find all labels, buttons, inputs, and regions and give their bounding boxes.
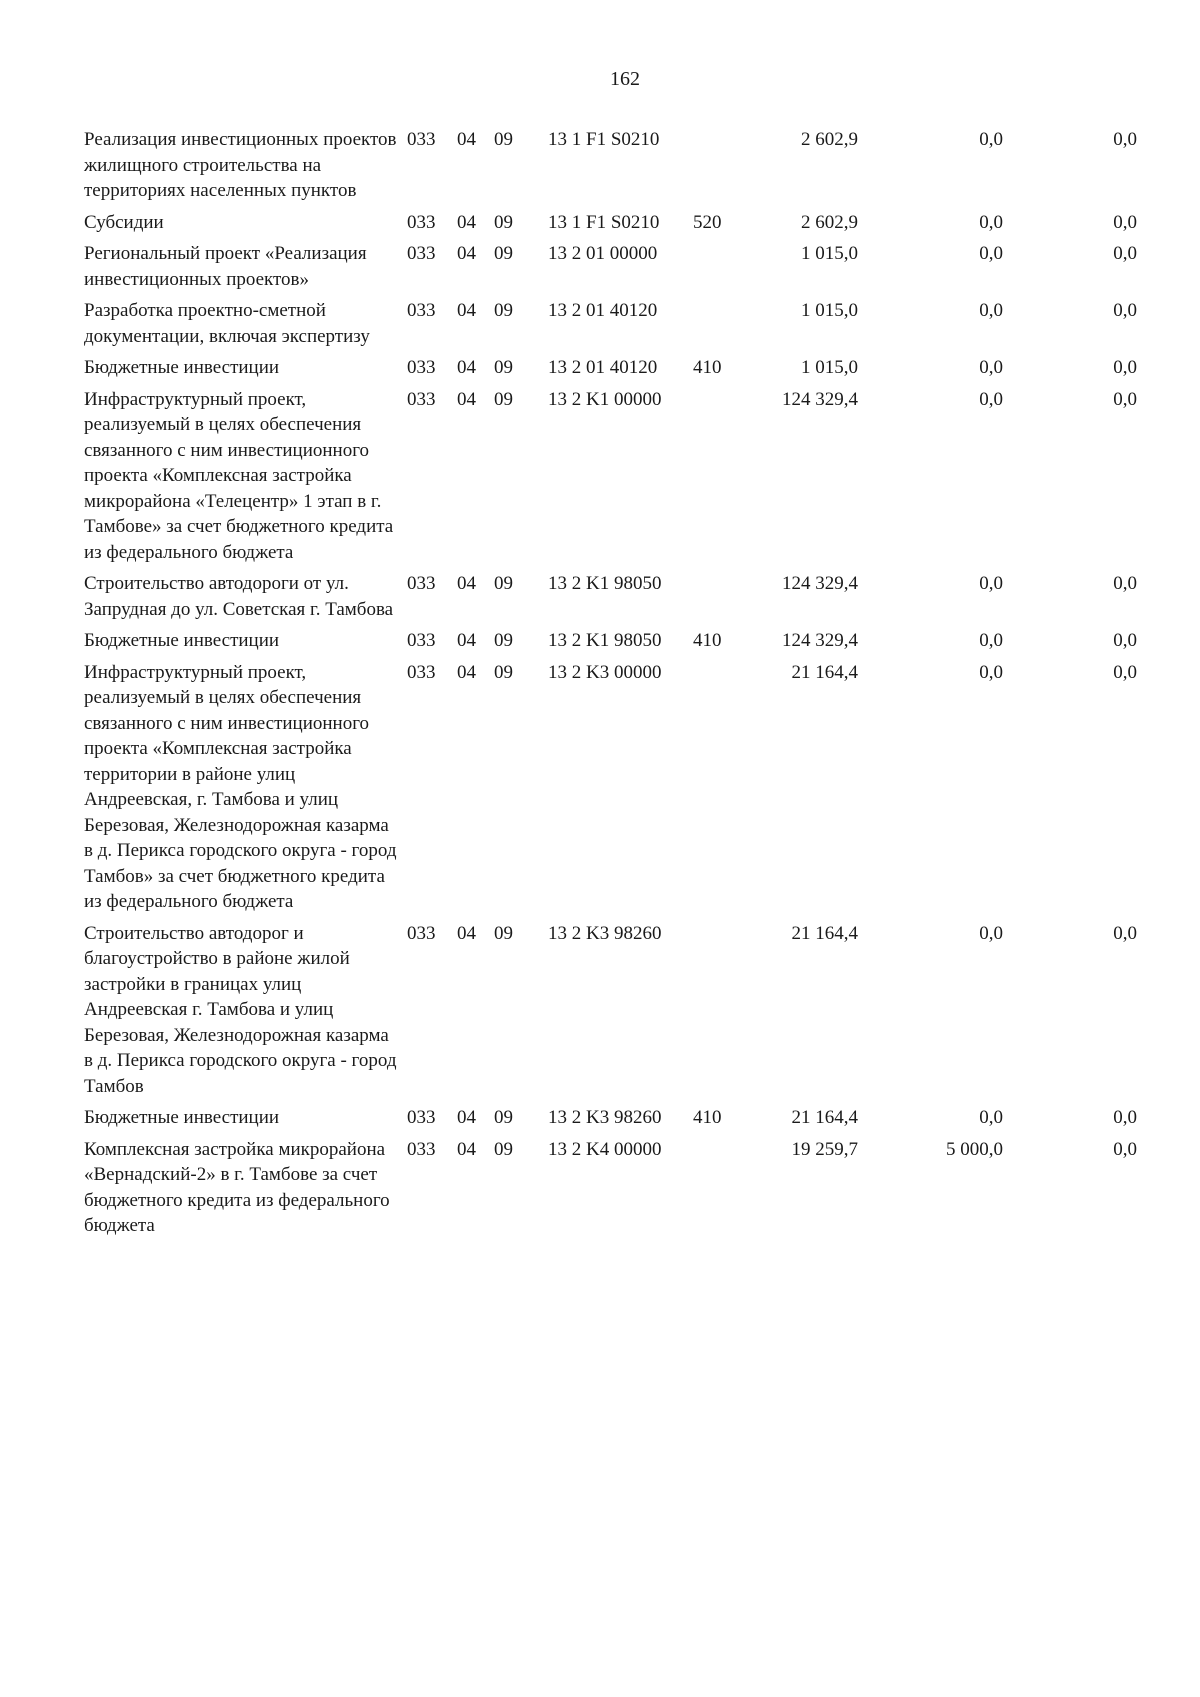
amount-year-2: 0,0 <box>979 243 1003 264</box>
amount-year-2: 0,0 <box>979 388 1003 410</box>
ministry-code: 033 <box>407 922 436 944</box>
table-row <box>84 921 1174 1100</box>
section-code: 04 <box>457 211 476 233</box>
target-article-code: 13 2 K3 98260 <box>548 922 662 944</box>
amount-year-2: 0,0 <box>979 922 1003 944</box>
expense-type-code <box>693 571 759 622</box>
table-row <box>84 1105 1174 1131</box>
section-code: 04 <box>457 661 476 683</box>
item-name: Строительство автодороги от ул. Запрудная до ул. Советская г. Тамбова <box>84 573 394 620</box>
ministry-code: 033 <box>407 1138 436 1160</box>
amount-year-3: 0,0 <box>1113 630 1137 651</box>
table-row <box>84 628 1174 654</box>
expense-type-code <box>693 387 759 566</box>
ministry-code: 033 <box>407 661 436 683</box>
subsection-code: 09 <box>494 211 513 233</box>
target-article-code: 13 2 K1 00000 <box>548 388 662 410</box>
amount-year-3: 0,0 <box>1113 211 1137 233</box>
amount-year-1: 2 602,9 <box>801 129 858 150</box>
expense-type-code: 410 <box>693 1107 722 1128</box>
budget-table <box>84 127 1174 1245</box>
item-name: Инфраструктурный проект, реализуемый в целях обеспечения связанного с ним инвестиционного проекта «Комплексная застройка микрорайона «Телецентр» 1 этап в г. Тамбове» за счет бюджетного кредита из федерального бюджета <box>84 388 394 563</box>
ministry-code: 033 <box>407 388 436 410</box>
item-name: Бюджетные инвестиции <box>84 357 280 378</box>
ministry-code: 033 <box>407 129 436 150</box>
ministry-code: 033 <box>407 573 436 594</box>
amount-year-1: 21 164,4 <box>791 1107 858 1128</box>
section-code: 04 <box>457 573 476 594</box>
section-code: 04 <box>457 129 476 150</box>
section-code: 04 <box>457 388 476 410</box>
amount-year-1: 1 015,0 <box>801 357 858 378</box>
target-article-code: 13 2 01 00000 <box>548 243 658 264</box>
subsection-code: 09 <box>494 243 513 264</box>
target-article-code: 13 2 01 40120 <box>548 300 658 321</box>
section-code: 04 <box>457 922 476 944</box>
amount-year-3: 0,0 <box>1113 129 1137 150</box>
table-row <box>84 1137 1174 1239</box>
item-name: Субсидии <box>84 211 164 233</box>
target-article-code: 13 2 K1 98050 <box>548 573 662 594</box>
ministry-code: 033 <box>407 243 436 264</box>
subsection-code: 09 <box>494 661 513 683</box>
subsection-code: 09 <box>494 922 513 944</box>
section-code: 04 <box>457 300 476 321</box>
table-row <box>84 355 1174 381</box>
amount-year-3: 0,0 <box>1113 922 1137 944</box>
table-row <box>84 210 1174 236</box>
section-code: 04 <box>457 1138 476 1160</box>
item-name: Строительство автодорог и благоустройство в районе жилой застройки в границах улиц Андреевская г. Тамбова и улиц Березовая, Железнодорожная казарма в д. Перикса городского округа - город Тамбов <box>84 922 397 1097</box>
ministry-code: 033 <box>407 630 436 651</box>
ministry-code: 033 <box>407 357 436 378</box>
amount-year-3: 0,0 <box>1113 357 1137 378</box>
amount-year-1: 21 164,4 <box>791 922 858 944</box>
expense-type-code: 520 <box>693 211 722 233</box>
expense-type-code <box>693 1137 759 1239</box>
amount-year-2: 0,0 <box>979 661 1003 683</box>
amount-year-2: 0,0 <box>979 129 1003 150</box>
subsection-code: 09 <box>494 300 513 321</box>
item-name: Региональный проект «Реализация инвестиционных проектов» <box>84 243 367 290</box>
item-name: Инфраструктурный проект, реализуемый в целях обеспечения связанного с ним инвестиционного проекта «Комплексная застройка территории в районе улиц Андреевская, г. Тамбова и улиц Березовая, Железнодорожная казарма в д. Перикса городского округа - город Тамбов» за счет бюджетного кредита из федерального бюджета <box>84 661 397 912</box>
table-row <box>84 387 1174 566</box>
amount-year-1: 124 329,4 <box>782 573 858 594</box>
expense-type-code <box>693 241 759 292</box>
item-name: Бюджетные инвестиции <box>84 630 280 651</box>
amount-year-3: 0,0 <box>1113 243 1137 264</box>
amount-year-3: 0,0 <box>1113 1138 1137 1160</box>
expense-type-code <box>693 921 759 1100</box>
target-article-code: 13 1 F1 S0210 <box>548 129 660 150</box>
expense-type-code: 410 <box>693 630 722 651</box>
amount-year-2: 0,0 <box>979 300 1003 321</box>
section-code: 04 <box>457 630 476 651</box>
subsection-code: 09 <box>494 573 513 594</box>
amount-year-1: 124 329,4 <box>782 630 858 651</box>
target-article-code: 13 2 01 40120 <box>548 357 658 378</box>
ministry-code: 033 <box>407 211 436 233</box>
amount-year-3: 0,0 <box>1113 661 1137 683</box>
expense-type-code <box>693 127 759 204</box>
section-code: 04 <box>457 243 476 264</box>
amount-year-2: 5 000,0 <box>946 1138 1003 1160</box>
item-name: Разработка проектно-сметной документации, включая экспертизу <box>84 300 370 347</box>
subsection-code: 09 <box>494 630 513 651</box>
item-name: Бюджетные инвестиции <box>84 1107 280 1128</box>
amount-year-1: 19 259,7 <box>791 1138 858 1160</box>
amount-year-2: 0,0 <box>979 630 1003 651</box>
subsection-code: 09 <box>494 388 513 410</box>
table-row <box>84 127 1174 204</box>
table-row <box>84 571 1174 622</box>
amount-year-2: 0,0 <box>979 573 1003 594</box>
amount-year-1: 21 164,4 <box>791 661 858 683</box>
table-row <box>84 660 1174 915</box>
item-name: Реализация инвестиционных проектов жилищного строительства на территориях населенных пунктов <box>84 129 397 201</box>
target-article-code: 13 2 K4 00000 <box>548 1138 662 1160</box>
amount-year-1: 124 329,4 <box>782 388 858 410</box>
expense-type-code <box>693 298 759 349</box>
section-code: 04 <box>457 1107 476 1128</box>
target-article-code: 13 2 K3 00000 <box>548 661 662 683</box>
amount-year-1: 1 015,0 <box>801 300 858 321</box>
amount-year-1: 2 602,9 <box>801 211 858 233</box>
amount-year-2: 0,0 <box>979 1107 1003 1128</box>
ministry-code: 033 <box>407 300 436 321</box>
item-name: Комплексная застройка микрорайона «Вернадский-2» в г. Тамбове за счет бюджетного кредита из федерального бюджета <box>84 1138 390 1236</box>
target-article-code: 13 2 K3 98260 <box>548 1107 662 1128</box>
target-article-code: 13 1 F1 S0210 <box>548 211 660 233</box>
target-article-code: 13 2 K1 98050 <box>548 630 662 651</box>
amount-year-3: 0,0 <box>1113 300 1137 321</box>
table-row <box>84 298 1174 349</box>
amount-year-2: 0,0 <box>979 211 1003 233</box>
ministry-code: 033 <box>407 1107 436 1128</box>
section-code: 04 <box>457 357 476 378</box>
amount-year-3: 0,0 <box>1113 1107 1137 1128</box>
subsection-code: 09 <box>494 1107 513 1128</box>
page-number: 162 <box>610 68 640 90</box>
amount-year-2: 0,0 <box>979 357 1003 378</box>
subsection-code: 09 <box>494 1138 513 1160</box>
expense-type-code <box>693 660 759 915</box>
subsection-code: 09 <box>494 357 513 378</box>
expense-type-code: 410 <box>693 357 722 378</box>
table-row <box>84 241 1174 292</box>
amount-year-1: 1 015,0 <box>801 243 858 264</box>
amount-year-3: 0,0 <box>1113 573 1137 594</box>
subsection-code: 09 <box>494 129 513 150</box>
amount-year-3: 0,0 <box>1113 388 1137 410</box>
